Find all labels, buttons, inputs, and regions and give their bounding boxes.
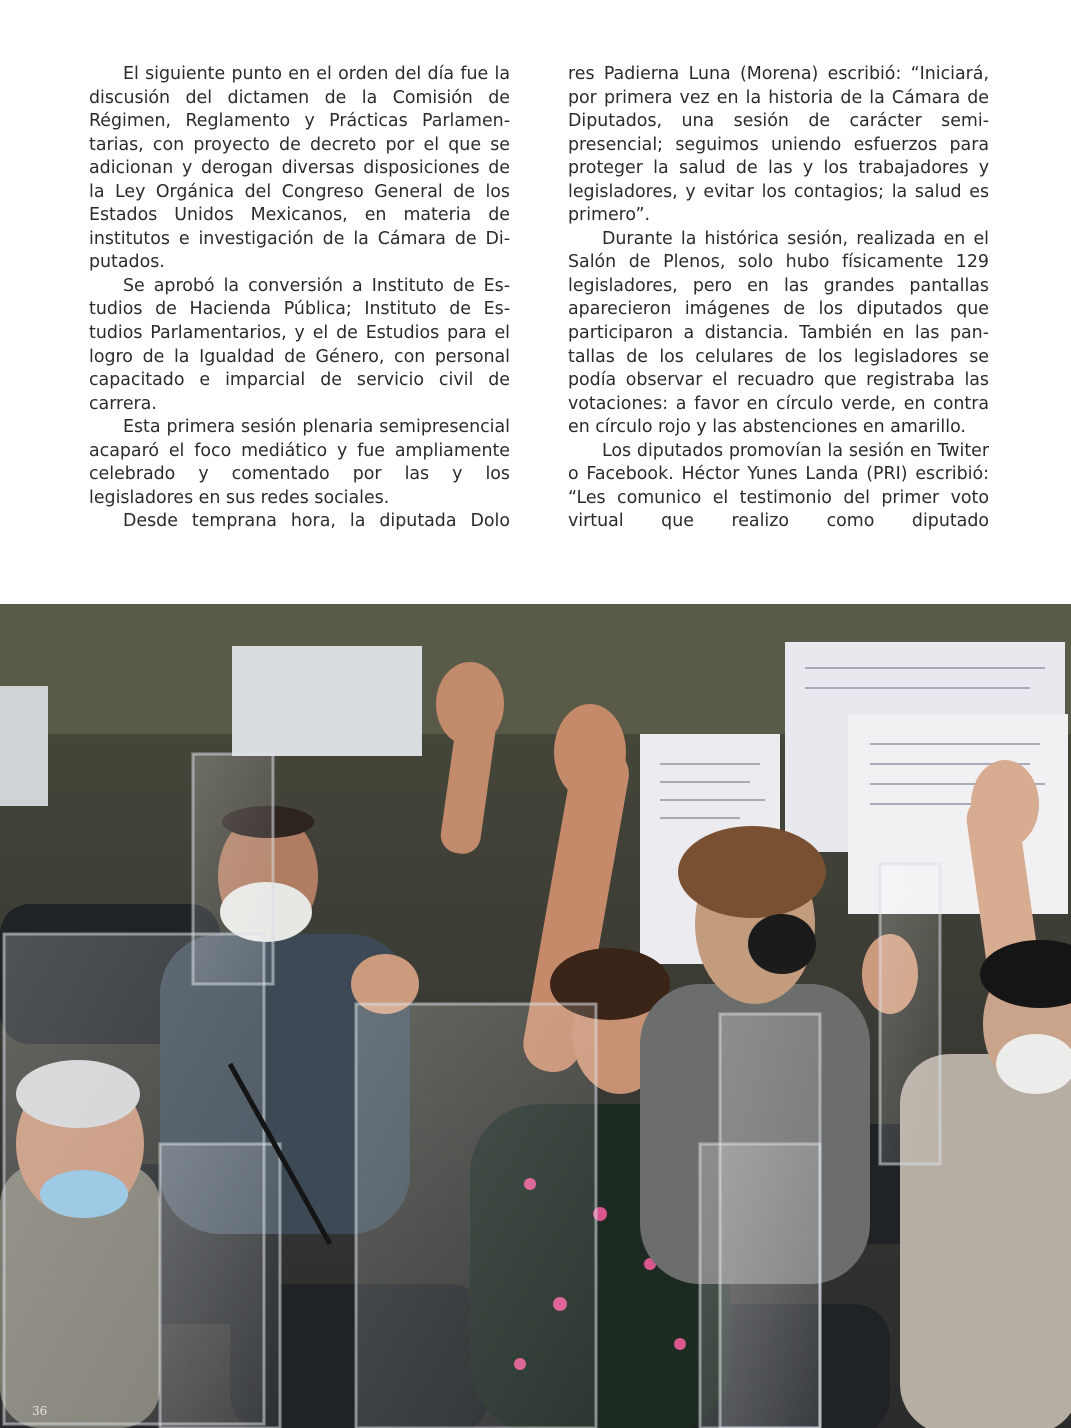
paragraph-5: Durante la histórica sesión, realizada en el Salón de Plenos, solo hubo físicamente 129 legisladores, pero en las grandes pantallas aparecieron imágenes de los diputados que participaron a distancia. También en las pantallas de los celulares de los legisladores se podía observar el recuadro que registraba las votaciones: a favor en círculo verde, en contra en círculo rojo y las abstenciones en amarillo. [568, 228, 989, 438]
paragraph-2: Se aprobó la conversión a Instituto de Estudios de Hacienda Pública; Instituto de Estudios Parlamentarios, y el de Estudios para el logro de la Igualdad de Género, con personal capacitado e imparcial de servicio civil de carrera. [89, 275, 510, 414]
article-column-right [568, 63, 989, 534]
paragraph-3: Esta primera sesión plenaria semipresencial acaparó el foco mediático y fue ampliamente celebrado y comentado por las y los legisladores en sus redes sociales. [89, 417, 510, 508]
page-number: 36 [32, 1404, 48, 1418]
screen-top-center [232, 646, 422, 756]
paragraph-4-continued: res Padierna Luna (Morena) escribió: “Iniciará, por primera vez en la historia de la Cámara de Diputados, una sesión de carácter semipresencial; seguimos uniendo esfuerzos para proteger la salud de las y los trabajadores y legisladores, y evitar los contagios; la salud es primero”. [568, 64, 989, 226]
paragraph-4: Desde temprana hora, la diputada Dolo [123, 511, 510, 532]
paragraph-1: El siguiente punto en el orden del día fue la discusión del dictamen de la Comisión de Régimen, Reglamento y Prácticas Parlamentarias, con proyecto de decreto por el que se adicionan y derogan diversas disposiciones de la Ley Orgánica del Congreso General de los Estados Unidos Mexicanos, en materia de institutos e investigación de la Cámara de Diputados. [89, 64, 510, 273]
legislators-voting-illustration [0, 604, 1071, 1428]
paragraph-6: Los diputados promovían la sesión en Twiter o Facebook. Héctor Yunes Landa (PRI) escribió: “Les comunico el testimonio del primer voto virtual que realizo como diputado [568, 440, 989, 532]
article-column-left [89, 63, 510, 534]
chamber-session-photo [0, 604, 1071, 1428]
screen-left [0, 686, 48, 806]
